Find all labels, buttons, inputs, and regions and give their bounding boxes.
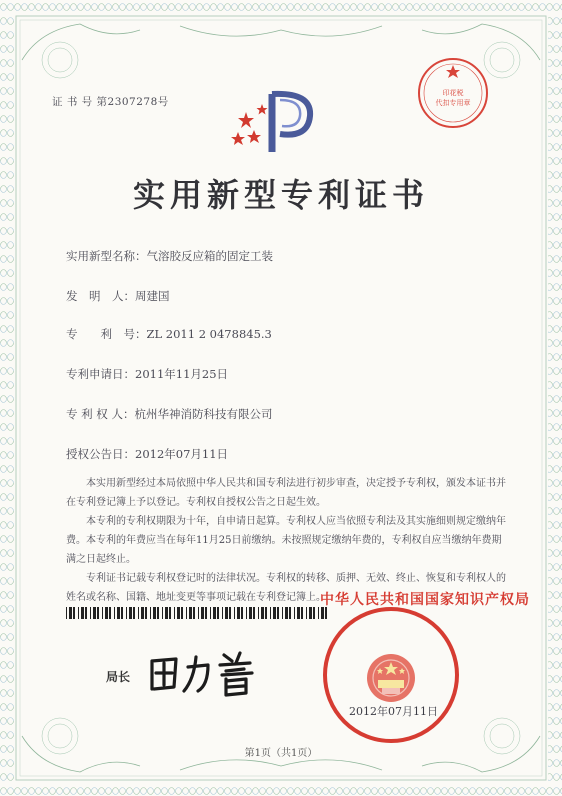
barcode-bar	[165, 607, 168, 619]
paragraph-register: 专利证书记载专利权登记时的法律状况。专利权的转移、质押、无效、终止、恢复和专利权人的姓名或名称、国籍、地址变更等事项记载在专利登记簿上。	[66, 573, 506, 603]
barcode-bar	[181, 607, 183, 619]
barcode	[66, 607, 328, 619]
paragraph-term: 本专利的专利权期限为十年，自申请日起算。专利权人应当依照专利法及其实施细则规定缴纳年费。本专利的年费应当在每年11月25日前缴纳。未按照规定缴纳年费的，专利权自应当缴纳年费期满之日起终止。	[66, 516, 506, 565]
barcode-bar	[97, 607, 99, 619]
barcode-bar	[249, 607, 252, 619]
barcode-bar	[129, 607, 132, 619]
barcode-bar	[105, 607, 108, 619]
field-label: 授权公告日：	[66, 447, 135, 461]
barcode-bar	[229, 607, 231, 619]
barcode-bar	[222, 607, 223, 619]
barcode-bar	[318, 607, 319, 619]
barcode-bar	[141, 607, 144, 619]
director-signature	[142, 645, 262, 701]
certificate-number: 证 书 号 第2307278号	[52, 96, 169, 108]
field-label: 专 利 权 人：	[66, 407, 135, 421]
barcode-bar	[289, 607, 291, 619]
barcode-bar	[241, 607, 243, 619]
barcode-bar	[85, 607, 87, 619]
field-publication-date	[66, 446, 228, 462]
barcode-bar	[73, 607, 75, 619]
field-inventor	[66, 288, 170, 304]
field-label: 实用新型名称：	[66, 249, 147, 263]
barcode-bar	[186, 607, 187, 619]
barcode-bar	[69, 607, 72, 619]
field-application-date	[66, 366, 228, 382]
barcode-bar	[66, 607, 67, 619]
patent-office-logo	[228, 82, 338, 162]
barcode-bar	[189, 607, 192, 619]
seal-top-text-1: 印花税	[442, 89, 464, 97]
director-label: 局长	[106, 670, 131, 684]
barcode-bar	[301, 607, 303, 619]
barcode-bar	[138, 607, 139, 619]
field-label: 专 利 号：	[66, 327, 147, 341]
barcode-bar	[102, 607, 103, 619]
barcode-bar	[145, 607, 147, 619]
barcode-bar	[282, 607, 283, 619]
seal-arc-text: 中华人民共和国国家知识产权局	[320, 592, 530, 608]
national-ip-office-seal	[320, 592, 530, 746]
barcode-bar	[217, 607, 219, 619]
barcode-bar	[258, 607, 259, 619]
barcode-bar	[174, 607, 175, 619]
barcode-bar	[246, 607, 247, 619]
barcode-bar	[198, 607, 199, 619]
barcode-bar	[285, 607, 288, 619]
barcode-bar	[117, 607, 120, 619]
barcode-bar	[121, 607, 123, 619]
field-patentee	[66, 406, 272, 422]
seal-top-text-2: 代扣专用章	[435, 99, 471, 107]
barcode-bar	[169, 607, 171, 619]
barcode-bar	[225, 607, 228, 619]
barcode-bar	[109, 607, 111, 619]
certificate-title: 实用新型专利证书	[132, 176, 429, 214]
barcode-bar	[309, 607, 312, 619]
field-label: 专利申请日：	[66, 367, 135, 381]
barcode-bar	[210, 607, 211, 619]
barcode-bar	[297, 607, 300, 619]
page-footer: 第1页（共1页）	[244, 748, 318, 759]
field-value: 2012年07月11日	[135, 447, 229, 461]
barcode-bar	[133, 607, 135, 619]
issue-date: 2012年07月11日	[349, 705, 438, 718]
field-utility-name	[66, 248, 273, 264]
stamp-duty-seal	[415, 55, 491, 131]
barcode-bar	[253, 607, 255, 619]
barcode-bar	[213, 607, 216, 619]
barcode-bar	[81, 607, 84, 619]
field-label: 发 明 人：	[66, 289, 135, 303]
field-value: 气溶胶反应箱的固定工装	[146, 249, 273, 263]
field-value: 周建国	[135, 289, 170, 303]
barcode-bar	[273, 607, 276, 619]
barcode-bar	[294, 607, 295, 619]
barcode-bar	[114, 607, 115, 619]
field-value: 2011年11月25日	[135, 367, 229, 381]
barcode-bar	[201, 607, 204, 619]
barcode-bar	[157, 607, 159, 619]
barcode-bar	[90, 607, 91, 619]
barcode-bar	[205, 607, 207, 619]
barcode-bar	[234, 607, 235, 619]
barcode-bar	[306, 607, 307, 619]
field-value: 杭州华神消防科技有限公司	[134, 407, 273, 421]
barcode-bar	[313, 607, 315, 619]
field-patent-number	[66, 326, 272, 342]
barcode-bar	[237, 607, 240, 619]
barcode-bar	[270, 607, 271, 619]
barcode-bar	[162, 607, 163, 619]
paragraph-grant: 本实用新型经过本局依照中华人民共和国专利法进行初步审查，决定授予专利权，颁发本证书并在专利登记簿上予以登记。专利权自授权公告之日起生效。	[66, 478, 506, 508]
barcode-bar	[277, 607, 279, 619]
field-value: ZL 2011 2 0478845.3	[146, 327, 272, 341]
barcode-bar	[78, 607, 79, 619]
barcode-bar	[265, 607, 267, 619]
barcode-bar	[93, 607, 96, 619]
barcode-bar	[153, 607, 156, 619]
barcode-bar	[177, 607, 180, 619]
barcode-bar	[261, 607, 264, 619]
barcode-bar	[126, 607, 127, 619]
barcode-bar	[193, 607, 195, 619]
barcode-bar	[150, 607, 151, 619]
